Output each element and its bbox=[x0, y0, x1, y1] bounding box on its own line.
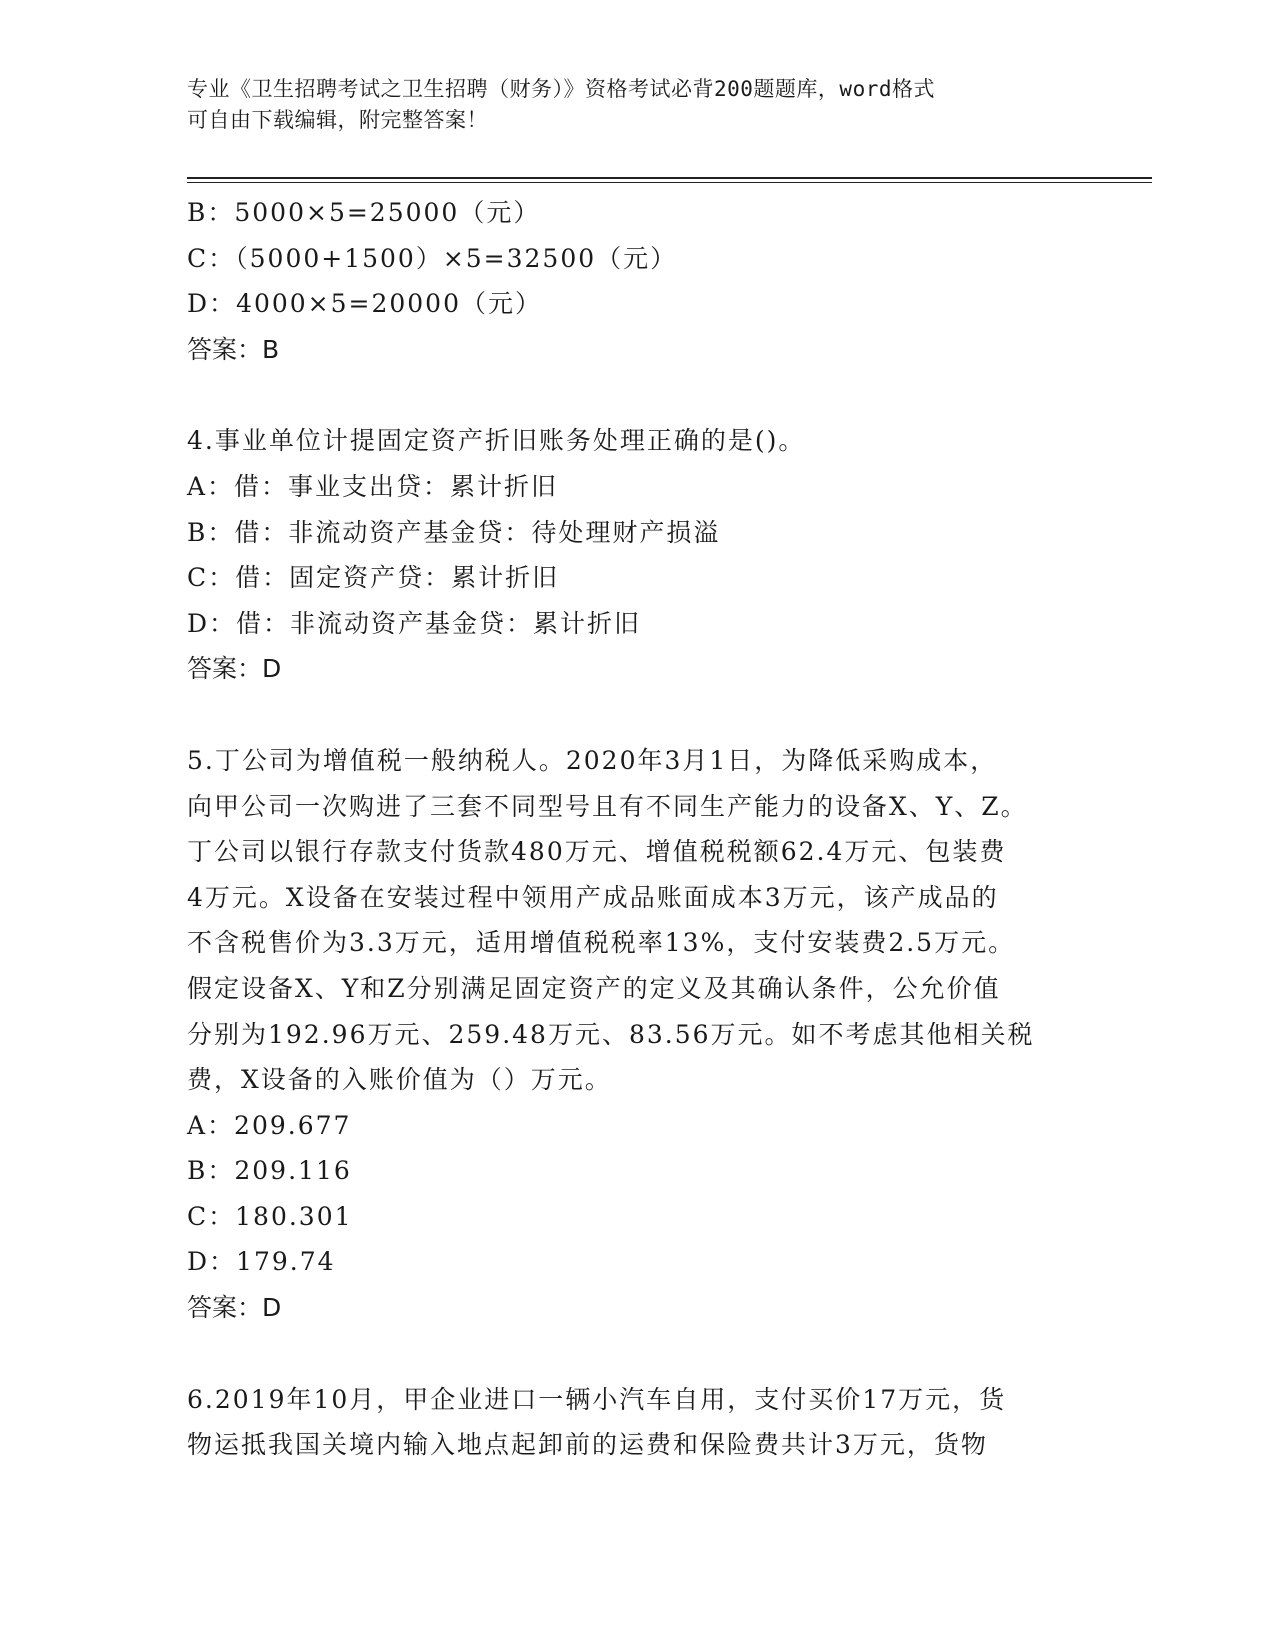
question-line: 丁公司以银行存款支付货款480万元、增值税税额62.4万元、包装费 bbox=[187, 837, 1007, 867]
option-a: A：借：事业支出贷：累计折旧 bbox=[187, 471, 559, 501]
option-d: D：借：非流动资产基金贷：累计折旧 bbox=[187, 608, 642, 638]
option-a: A：209.677 bbox=[187, 1110, 352, 1140]
option-b: B：209.116 bbox=[187, 1156, 352, 1186]
option-c: C：借：固定资产贷：累计折旧 bbox=[187, 563, 560, 593]
header-line-1: 专业《卫生招聘考试之卫生招聘（财务）》资格考试必背200题题库，word格式 bbox=[187, 77, 935, 101]
question-text bbox=[187, 738, 1067, 1103]
option-d: D：4000×5=20000（元） bbox=[187, 289, 542, 319]
question-block-4 bbox=[187, 418, 1087, 692]
question-line: 5.丁公司为增值税一般纳税人。2020年3月1日，为降低采购成本， bbox=[187, 745, 998, 775]
header-divider-thin bbox=[187, 182, 1152, 183]
document-body bbox=[187, 190, 1087, 1468]
question-line: 4万元。X设备在安装过程中领用产成品账面成本3万元，该产成品的 bbox=[187, 882, 999, 912]
question-text: 4.事业单位计提固定资产折旧账务处理正确的是()。 bbox=[187, 426, 806, 456]
question-line: 不含税售价为3.3万元，适用增值税税率13%，支付安装费2.5万元。 bbox=[187, 928, 1016, 958]
answer-line: 答案：D bbox=[187, 654, 282, 684]
header-line-2: 可自由下载编辑，附完整答案！ bbox=[187, 108, 488, 132]
option-c: C：（5000+1500）×5=32500（元） bbox=[187, 243, 678, 273]
question-line: 向甲公司一次购进了三套不同型号且有不同生产能力的设备X、Y、Z。 bbox=[187, 791, 1028, 821]
option-c: C：180.301 bbox=[187, 1201, 353, 1231]
question-line: 假定设备X、Y和Z分别满足固定资产的定义及其确认条件，公允价值 bbox=[187, 973, 1001, 1003]
header-divider-thick bbox=[187, 177, 1152, 179]
question-line: 费，X设备的入账价值为（）万元。 bbox=[187, 1065, 612, 1095]
spacer bbox=[187, 692, 1087, 738]
option-b: B：借：非流动资产基金贷：待处理财产损溢 bbox=[187, 517, 721, 547]
option-b: B：5000×5=25000（元） bbox=[187, 198, 541, 227]
document-header bbox=[187, 74, 1067, 136]
spacer bbox=[187, 372, 1087, 418]
question-block-5 bbox=[187, 738, 1087, 1331]
question-block-6 bbox=[187, 1377, 1087, 1468]
question-block-prev bbox=[187, 190, 1087, 372]
option-d: D：179.74 bbox=[187, 1247, 336, 1277]
question-line: 物运抵我国关境内输入地点起卸前的运费和保险费共计3万元，货物 bbox=[187, 1430, 988, 1460]
answer-line: 答案：D bbox=[187, 1293, 282, 1323]
answer-line: 答案：B bbox=[187, 334, 280, 364]
spacer bbox=[187, 1331, 1087, 1377]
question-line: 6.2019年10月，甲企业进口一辆小汽车自用，支付买价17万元，货 bbox=[187, 1384, 1007, 1414]
question-line: 分别为192.96万元、259.48万元、83.56万元。如不考虑其他相关税 bbox=[187, 1019, 1035, 1049]
